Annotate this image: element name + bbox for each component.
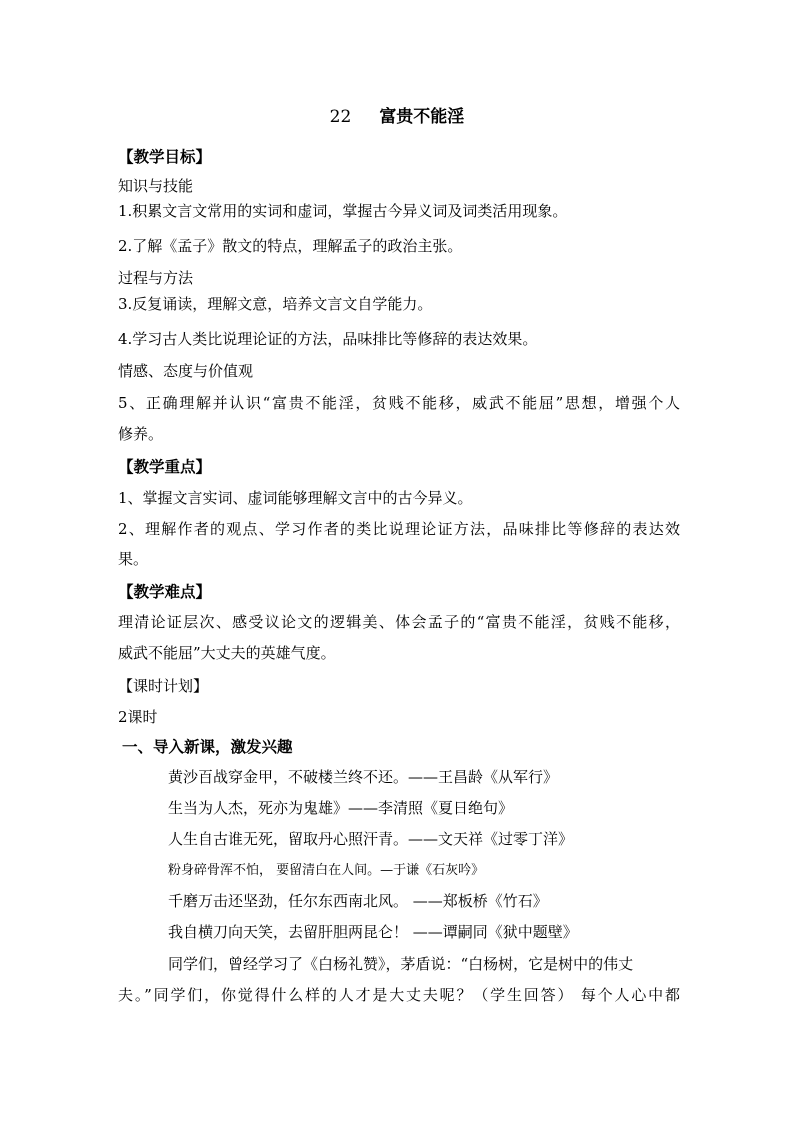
poem-line-4: 粉身碎骨浑不怕， 要留清白在人间。—于谦《石灰吟》 [168,863,485,878]
intro-paragraph-line-2: 夫。”同学们，你觉得什么样的人才是大丈夫呢？（学生回答） 每个人心中都 [118,986,680,1004]
objective-item-3: 3.反复诵读，理解文意，培养文言文自学能力。 [118,295,433,313]
emotion-label: 情感、态度与价值观 [118,362,254,380]
objective-item-5-line-2: 修养。 [118,425,164,443]
objective-item-4: 4.学习古人类比说理论证的方法，品味排比等修辞的表达效果。 [118,330,538,348]
section-1-title: 一、导入新课，激发兴趣 [122,737,293,756]
difficulties-line-2: 威武不能屈”大丈夫的英雄气度。 [118,644,336,662]
poem-line-6: 我自横刀向天笑，去留肝胆两昆仑！ ——谭嗣同《狱中题壁》 [168,923,578,941]
knowledge-label: 知识与技能 [118,177,194,195]
key-point-item-2-line-2: 果。 [118,550,149,568]
intro-paragraph-line-1: 同学们，曾经学习了《白杨礼赞》，茅盾说：“白杨树，它是树中的伟丈 [168,955,634,973]
lesson-number: 22 [329,107,352,127]
poem-line-2: 生当为人杰，死亦为鬼雄》——李清照《夏日绝句》 [168,799,514,817]
poem-line-5: 千磨万击还坚劲，任尔东西南北风。 ——郑板桥《竹石》 [168,892,548,910]
poem-line-1: 黄沙百战穿金甲，不破楼兰终不还。——王昌龄《从军行》 [168,768,559,786]
key-point-item-1: 1、掌握文言实词、虚词能够理解文言中的古今异义。 [118,489,473,507]
key-point-item-2-line-1: 2、理解作者的观点、学习作者的类比说理论证方法，品味排比等修辞的表达效 [118,520,680,538]
schedule-heading: 【课时计划】 [118,677,209,695]
objective-item-2: 2.了解《孟子》散文的特点，理解孟子的政治主张。 [118,237,463,255]
poem-line-3: 人生自古谁无死，留取丹心照汗青。——文天祥《过零丁洋》 [168,830,574,848]
lesson-title [0,106,794,128]
objective-item-5-line-1: 5、正确理解并认识“富贵不能淫，贫贱不能移，威武不能屈”思想，增强个人 [118,394,680,412]
lesson-title-text: 富贵不能淫 [379,107,465,127]
objective-item-1: 1.积累文言文常用的实词和虚词，掌握古今异义词及词类活用现象。 [118,202,568,220]
key-points-heading: 【教学重点】 [118,457,212,476]
schedule-value: 2课时 [118,708,158,726]
difficulties-line-1: 理清论证层次、感受议论文的逻辑美、体会孟子的“富贵不能淫，贫贱不能移， [118,613,680,631]
process-label: 过程与方法 [118,269,194,287]
difficulties-heading: 【教学难点】 [118,582,212,601]
objectives-heading: 【教学目标】 [118,147,212,166]
